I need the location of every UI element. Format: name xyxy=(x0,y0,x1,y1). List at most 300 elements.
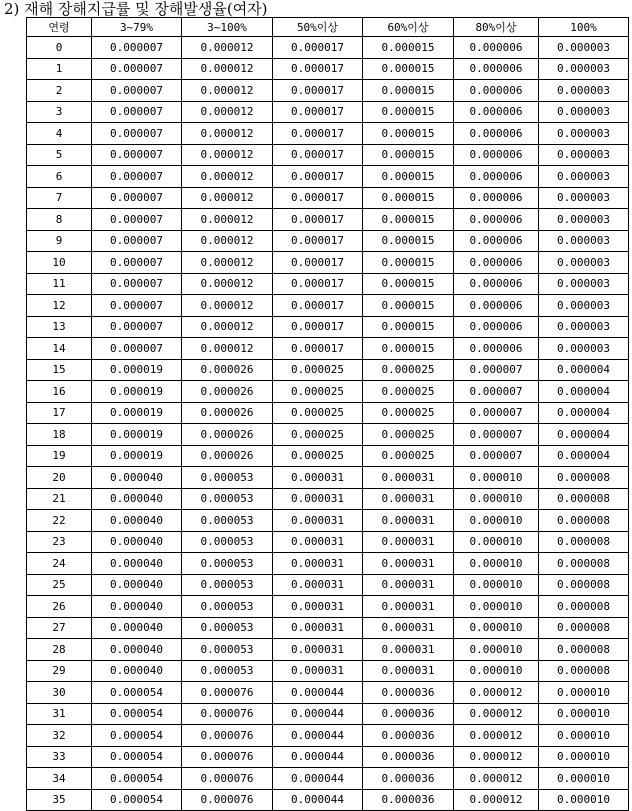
age-cell: 13 xyxy=(27,316,92,338)
rate-cell: 0.000007 xyxy=(92,295,182,317)
rate-cell: 0.000031 xyxy=(273,660,363,682)
age-cell: 2 xyxy=(27,80,92,102)
table-row xyxy=(27,144,629,166)
rate-cell: 0.000007 xyxy=(92,316,182,338)
age-cell: 27 xyxy=(27,617,92,639)
rate-cell: 0.000003 xyxy=(539,187,629,209)
age-cell: 33 xyxy=(27,746,92,768)
rate-cell: 0.000076 xyxy=(182,682,273,704)
age-cell: 8 xyxy=(27,209,92,231)
rate-cell: 0.000012 xyxy=(182,187,273,209)
rate-cell: 0.000031 xyxy=(273,467,363,489)
age-cell: 10 xyxy=(27,252,92,274)
age-cell: 34 xyxy=(27,768,92,790)
rate-cell: 0.000025 xyxy=(273,381,363,403)
rate-cell: 0.000012 xyxy=(182,273,273,295)
age-cell: 4 xyxy=(27,123,92,145)
rate-cell: 0.000007 xyxy=(92,187,182,209)
rate-cell: 0.000040 xyxy=(92,596,182,618)
table-row xyxy=(27,123,629,145)
age-cell: 22 xyxy=(27,510,92,532)
rate-cell: 0.000008 xyxy=(539,531,629,553)
rate-cell: 0.000008 xyxy=(539,510,629,532)
rate-cell: 0.000053 xyxy=(182,617,273,639)
rate-cell: 0.000006 xyxy=(454,295,539,317)
table-body xyxy=(27,37,629,811)
rate-cell: 0.000026 xyxy=(182,381,273,403)
rate-cell: 0.000010 xyxy=(454,467,539,489)
rate-cell: 0.000008 xyxy=(539,574,629,596)
table-row xyxy=(27,510,629,532)
rate-cell: 0.000015 xyxy=(363,166,454,188)
rate-cell: 0.000025 xyxy=(273,359,363,381)
rate-cell: 0.000040 xyxy=(92,617,182,639)
rate-cell: 0.000012 xyxy=(182,144,273,166)
table-row xyxy=(27,402,629,424)
rate-cell: 0.000044 xyxy=(273,768,363,790)
rate-cell: 0.000004 xyxy=(539,424,629,446)
column-header: 100% xyxy=(539,18,629,37)
table-row xyxy=(27,338,629,360)
rate-cell: 0.000025 xyxy=(273,424,363,446)
table-row xyxy=(27,58,629,80)
age-cell: 25 xyxy=(27,574,92,596)
rate-cell: 0.000003 xyxy=(539,209,629,231)
rate-cell: 0.000015 xyxy=(363,144,454,166)
rate-cell: 0.000012 xyxy=(182,58,273,80)
rate-cell: 0.000025 xyxy=(363,445,454,467)
rate-cell: 0.000007 xyxy=(92,230,182,252)
rate-cell: 0.000012 xyxy=(182,252,273,274)
age-cell: 6 xyxy=(27,166,92,188)
rate-cell: 0.000054 xyxy=(92,789,182,811)
age-cell: 24 xyxy=(27,553,92,575)
rate-cell: 0.000006 xyxy=(454,166,539,188)
rate-cell: 0.000007 xyxy=(92,58,182,80)
rate-cell: 0.000017 xyxy=(273,80,363,102)
rate-cell: 0.000036 xyxy=(363,789,454,811)
table-row xyxy=(27,467,629,489)
rate-cell: 0.000012 xyxy=(454,703,539,725)
rate-cell: 0.000031 xyxy=(363,596,454,618)
rate-cell: 0.000006 xyxy=(454,252,539,274)
rate-cell: 0.000017 xyxy=(273,230,363,252)
rate-cell: 0.000017 xyxy=(273,144,363,166)
table-row xyxy=(27,187,629,209)
rate-cell: 0.000003 xyxy=(539,295,629,317)
rate-cell: 0.000010 xyxy=(454,617,539,639)
rate-cell: 0.000015 xyxy=(363,252,454,274)
table-row xyxy=(27,682,629,704)
rate-cell: 0.000012 xyxy=(182,316,273,338)
rate-cell: 0.000026 xyxy=(182,359,273,381)
rate-cell: 0.000053 xyxy=(182,596,273,618)
age-cell: 26 xyxy=(27,596,92,618)
age-cell: 32 xyxy=(27,725,92,747)
table-row xyxy=(27,209,629,231)
table-row xyxy=(27,316,629,338)
section-title: 2) 재해 장해지급률 및 장해발생율(여자) xyxy=(4,0,268,18)
rate-cell: 0.000003 xyxy=(539,252,629,274)
rate-cell: 0.000003 xyxy=(539,338,629,360)
rate-cell: 0.000025 xyxy=(363,402,454,424)
header-row xyxy=(27,18,629,37)
rate-cell: 0.000036 xyxy=(363,725,454,747)
rate-cell: 0.000008 xyxy=(539,553,629,575)
rate-cell: 0.000010 xyxy=(454,531,539,553)
rate-cell: 0.000017 xyxy=(273,252,363,274)
rate-cell: 0.000017 xyxy=(273,338,363,360)
disability-rate-table xyxy=(26,17,629,811)
age-cell: 15 xyxy=(27,359,92,381)
table-row xyxy=(27,101,629,123)
rate-cell: 0.000015 xyxy=(363,58,454,80)
rate-cell: 0.000025 xyxy=(363,359,454,381)
table-row xyxy=(27,359,629,381)
rate-cell: 0.000031 xyxy=(273,553,363,575)
rate-cell: 0.000044 xyxy=(273,789,363,811)
age-cell: 30 xyxy=(27,682,92,704)
rate-cell: 0.000007 xyxy=(92,101,182,123)
rate-cell: 0.000010 xyxy=(454,660,539,682)
rate-cell: 0.000012 xyxy=(454,682,539,704)
table-row xyxy=(27,553,629,575)
rate-cell: 0.000025 xyxy=(273,445,363,467)
age-cell: 9 xyxy=(27,230,92,252)
rate-cell: 0.000003 xyxy=(539,144,629,166)
rate-cell: 0.000044 xyxy=(273,746,363,768)
table-row xyxy=(27,37,629,59)
age-cell: 16 xyxy=(27,381,92,403)
rate-cell: 0.000008 xyxy=(539,596,629,618)
rate-cell: 0.000040 xyxy=(92,639,182,661)
rate-cell: 0.000010 xyxy=(454,574,539,596)
rate-cell: 0.000019 xyxy=(92,424,182,446)
rate-cell: 0.000003 xyxy=(539,123,629,145)
rate-cell: 0.000076 xyxy=(182,746,273,768)
rate-cell: 0.000017 xyxy=(273,123,363,145)
rate-cell: 0.000076 xyxy=(182,768,273,790)
rate-cell: 0.000031 xyxy=(273,488,363,510)
rate-cell: 0.000012 xyxy=(182,166,273,188)
rate-cell: 0.000044 xyxy=(273,682,363,704)
table-row xyxy=(27,445,629,467)
rate-cell: 0.000004 xyxy=(539,402,629,424)
age-cell: 23 xyxy=(27,531,92,553)
rate-cell: 0.000010 xyxy=(539,789,629,811)
rate-cell: 0.000076 xyxy=(182,789,273,811)
rate-cell: 0.000025 xyxy=(273,402,363,424)
table-row xyxy=(27,295,629,317)
rate-cell: 0.000003 xyxy=(539,166,629,188)
rate-cell: 0.000012 xyxy=(454,768,539,790)
table-row xyxy=(27,252,629,274)
table-row xyxy=(27,660,629,682)
rate-cell: 0.000012 xyxy=(182,230,273,252)
rate-cell: 0.000012 xyxy=(182,123,273,145)
column-header: 3~100% xyxy=(182,18,273,37)
rate-cell: 0.000026 xyxy=(182,402,273,424)
rate-cell: 0.000007 xyxy=(92,252,182,274)
rate-cell: 0.000004 xyxy=(539,381,629,403)
table-row xyxy=(27,531,629,553)
rate-cell: 0.000008 xyxy=(539,617,629,639)
rate-cell: 0.000031 xyxy=(363,467,454,489)
rate-cell: 0.000006 xyxy=(454,316,539,338)
rate-cell: 0.000008 xyxy=(539,467,629,489)
rate-cell: 0.000015 xyxy=(363,101,454,123)
table-row xyxy=(27,768,629,790)
rate-cell: 0.000006 xyxy=(454,58,539,80)
rate-cell: 0.000007 xyxy=(454,445,539,467)
rate-cell: 0.000007 xyxy=(454,424,539,446)
rate-cell: 0.000031 xyxy=(363,553,454,575)
rate-cell: 0.000053 xyxy=(182,467,273,489)
rate-cell: 0.000010 xyxy=(539,682,629,704)
table-row xyxy=(27,596,629,618)
rate-cell: 0.000015 xyxy=(363,316,454,338)
rate-cell: 0.000053 xyxy=(182,488,273,510)
rate-cell: 0.000012 xyxy=(182,80,273,102)
rate-cell: 0.000003 xyxy=(539,273,629,295)
rate-cell: 0.000076 xyxy=(182,703,273,725)
rate-cell: 0.000017 xyxy=(273,187,363,209)
table-row xyxy=(27,617,629,639)
rate-cell: 0.000008 xyxy=(539,488,629,510)
rate-cell: 0.000007 xyxy=(92,209,182,231)
rate-cell: 0.000036 xyxy=(363,768,454,790)
rate-cell: 0.000053 xyxy=(182,553,273,575)
rate-cell: 0.000006 xyxy=(454,187,539,209)
rate-cell: 0.000017 xyxy=(273,316,363,338)
rate-cell: 0.000031 xyxy=(363,531,454,553)
rate-cell: 0.000003 xyxy=(539,80,629,102)
rate-cell: 0.000019 xyxy=(92,359,182,381)
rate-cell: 0.000012 xyxy=(182,37,273,59)
rate-cell: 0.000007 xyxy=(92,338,182,360)
rate-cell: 0.000031 xyxy=(363,639,454,661)
age-cell: 1 xyxy=(27,58,92,80)
age-cell: 29 xyxy=(27,660,92,682)
age-cell: 5 xyxy=(27,144,92,166)
rate-cell: 0.000053 xyxy=(182,639,273,661)
rate-cell: 0.000054 xyxy=(92,746,182,768)
rate-cell: 0.000017 xyxy=(273,101,363,123)
age-cell: 18 xyxy=(27,424,92,446)
rate-cell: 0.000036 xyxy=(363,682,454,704)
column-header: 80%이상 xyxy=(454,18,539,37)
rate-cell: 0.000012 xyxy=(454,746,539,768)
rate-cell: 0.000040 xyxy=(92,488,182,510)
rate-cell: 0.000015 xyxy=(363,338,454,360)
age-cell: 21 xyxy=(27,488,92,510)
age-cell: 20 xyxy=(27,467,92,489)
rate-cell: 0.000004 xyxy=(539,359,629,381)
table-row xyxy=(27,789,629,811)
rate-cell: 0.000007 xyxy=(92,80,182,102)
rate-cell: 0.000012 xyxy=(182,338,273,360)
rate-cell: 0.000006 xyxy=(454,209,539,231)
table-row xyxy=(27,488,629,510)
rate-cell: 0.000040 xyxy=(92,467,182,489)
rate-cell: 0.000017 xyxy=(273,273,363,295)
rate-cell: 0.000012 xyxy=(454,789,539,811)
rate-cell: 0.000007 xyxy=(92,166,182,188)
rate-cell: 0.000031 xyxy=(273,574,363,596)
rate-cell: 0.000006 xyxy=(454,230,539,252)
rate-cell: 0.000010 xyxy=(454,510,539,532)
rate-cell: 0.000019 xyxy=(92,445,182,467)
rate-cell: 0.000054 xyxy=(92,725,182,747)
rate-cell: 0.000006 xyxy=(454,123,539,145)
table-row xyxy=(27,424,629,446)
age-cell: 19 xyxy=(27,445,92,467)
rate-cell: 0.000007 xyxy=(454,402,539,424)
rate-cell: 0.000026 xyxy=(182,424,273,446)
rate-cell: 0.000031 xyxy=(273,617,363,639)
rate-cell: 0.000040 xyxy=(92,531,182,553)
table-row xyxy=(27,639,629,661)
rate-cell: 0.000007 xyxy=(92,123,182,145)
age-cell: 7 xyxy=(27,187,92,209)
age-cell: 0 xyxy=(27,37,92,59)
age-cell: 17 xyxy=(27,402,92,424)
rate-cell: 0.000036 xyxy=(363,746,454,768)
rate-cell: 0.000012 xyxy=(182,101,273,123)
rate-cell: 0.000053 xyxy=(182,510,273,532)
rate-cell: 0.000036 xyxy=(363,703,454,725)
rate-cell: 0.000031 xyxy=(273,531,363,553)
age-cell: 35 xyxy=(27,789,92,811)
rate-cell: 0.000010 xyxy=(539,725,629,747)
rate-cell: 0.000006 xyxy=(454,338,539,360)
rate-cell: 0.000031 xyxy=(363,510,454,532)
rate-cell: 0.000017 xyxy=(273,58,363,80)
rate-cell: 0.000006 xyxy=(454,37,539,59)
rate-cell: 0.000010 xyxy=(454,596,539,618)
rate-cell: 0.000007 xyxy=(92,37,182,59)
rate-cell: 0.000004 xyxy=(539,445,629,467)
age-cell: 28 xyxy=(27,639,92,661)
rate-cell: 0.000054 xyxy=(92,682,182,704)
age-cell: 3 xyxy=(27,101,92,123)
rate-cell: 0.000008 xyxy=(539,639,629,661)
age-cell: 11 xyxy=(27,273,92,295)
table-row xyxy=(27,273,629,295)
rate-cell: 0.000015 xyxy=(363,295,454,317)
rate-cell: 0.000007 xyxy=(92,144,182,166)
column-header: 60%이상 xyxy=(363,18,454,37)
table-row xyxy=(27,746,629,768)
rate-cell: 0.000015 xyxy=(363,273,454,295)
rate-cell: 0.000031 xyxy=(273,596,363,618)
rate-cell: 0.000031 xyxy=(363,488,454,510)
rate-cell: 0.000015 xyxy=(363,230,454,252)
table-row xyxy=(27,703,629,725)
column-header: 50%이상 xyxy=(273,18,363,37)
age-cell: 31 xyxy=(27,703,92,725)
rate-cell: 0.000053 xyxy=(182,660,273,682)
rate-cell: 0.000019 xyxy=(92,402,182,424)
rate-cell: 0.000040 xyxy=(92,553,182,575)
rate-cell: 0.000031 xyxy=(363,574,454,596)
rate-cell: 0.000031 xyxy=(273,639,363,661)
rate-cell: 0.000025 xyxy=(363,381,454,403)
table-row xyxy=(27,725,629,747)
rate-cell: 0.000006 xyxy=(454,101,539,123)
age-cell: 12 xyxy=(27,295,92,317)
rate-cell: 0.000010 xyxy=(454,553,539,575)
rate-cell: 0.000010 xyxy=(454,488,539,510)
rate-cell: 0.000003 xyxy=(539,101,629,123)
rate-cell: 0.000010 xyxy=(454,639,539,661)
rate-cell: 0.000006 xyxy=(454,273,539,295)
table-row xyxy=(27,574,629,596)
rate-cell: 0.000008 xyxy=(539,660,629,682)
rate-cell: 0.000044 xyxy=(273,703,363,725)
rate-cell: 0.000007 xyxy=(92,273,182,295)
rate-cell: 0.000012 xyxy=(454,725,539,747)
rate-cell: 0.000040 xyxy=(92,660,182,682)
table-row xyxy=(27,381,629,403)
rate-cell: 0.000053 xyxy=(182,574,273,596)
rate-cell: 0.000006 xyxy=(454,144,539,166)
rate-cell: 0.000040 xyxy=(92,574,182,596)
rate-cell: 0.000053 xyxy=(182,531,273,553)
table-row xyxy=(27,166,629,188)
rate-cell: 0.000054 xyxy=(92,768,182,790)
rate-cell: 0.000010 xyxy=(539,746,629,768)
age-cell: 14 xyxy=(27,338,92,360)
rate-cell: 0.000076 xyxy=(182,725,273,747)
rate-cell: 0.000017 xyxy=(273,166,363,188)
rate-cell: 0.000015 xyxy=(363,187,454,209)
table-header xyxy=(27,18,629,37)
rate-cell: 0.000015 xyxy=(363,37,454,59)
rate-cell: 0.000054 xyxy=(92,703,182,725)
rate-cell: 0.000003 xyxy=(539,230,629,252)
rate-cell: 0.000017 xyxy=(273,295,363,317)
rate-cell: 0.000010 xyxy=(539,768,629,790)
rate-cell: 0.000017 xyxy=(273,209,363,231)
rate-cell: 0.000019 xyxy=(92,381,182,403)
table-row xyxy=(27,80,629,102)
rate-cell: 0.000007 xyxy=(454,381,539,403)
rate-cell: 0.000031 xyxy=(363,617,454,639)
rate-cell: 0.000006 xyxy=(454,80,539,102)
rate-cell: 0.000031 xyxy=(273,510,363,532)
rate-cell: 0.000012 xyxy=(182,295,273,317)
rate-cell: 0.000012 xyxy=(182,209,273,231)
rate-cell: 0.000040 xyxy=(92,510,182,532)
rate-cell: 0.000010 xyxy=(539,703,629,725)
column-header: 연령 xyxy=(27,18,92,37)
column-header: 3~79% xyxy=(92,18,182,37)
rate-cell: 0.000017 xyxy=(273,37,363,59)
rate-cell: 0.000044 xyxy=(273,725,363,747)
table-row xyxy=(27,230,629,252)
rate-cell: 0.000015 xyxy=(363,80,454,102)
rate-cell: 0.000007 xyxy=(454,359,539,381)
rate-cell: 0.000015 xyxy=(363,209,454,231)
rate-cell: 0.000025 xyxy=(363,424,454,446)
rate-cell: 0.000015 xyxy=(363,123,454,145)
rate-cell: 0.000003 xyxy=(539,58,629,80)
rate-cell: 0.000003 xyxy=(539,37,629,59)
rate-cell: 0.000031 xyxy=(363,660,454,682)
rate-cell: 0.000026 xyxy=(182,445,273,467)
rate-cell: 0.000003 xyxy=(539,316,629,338)
